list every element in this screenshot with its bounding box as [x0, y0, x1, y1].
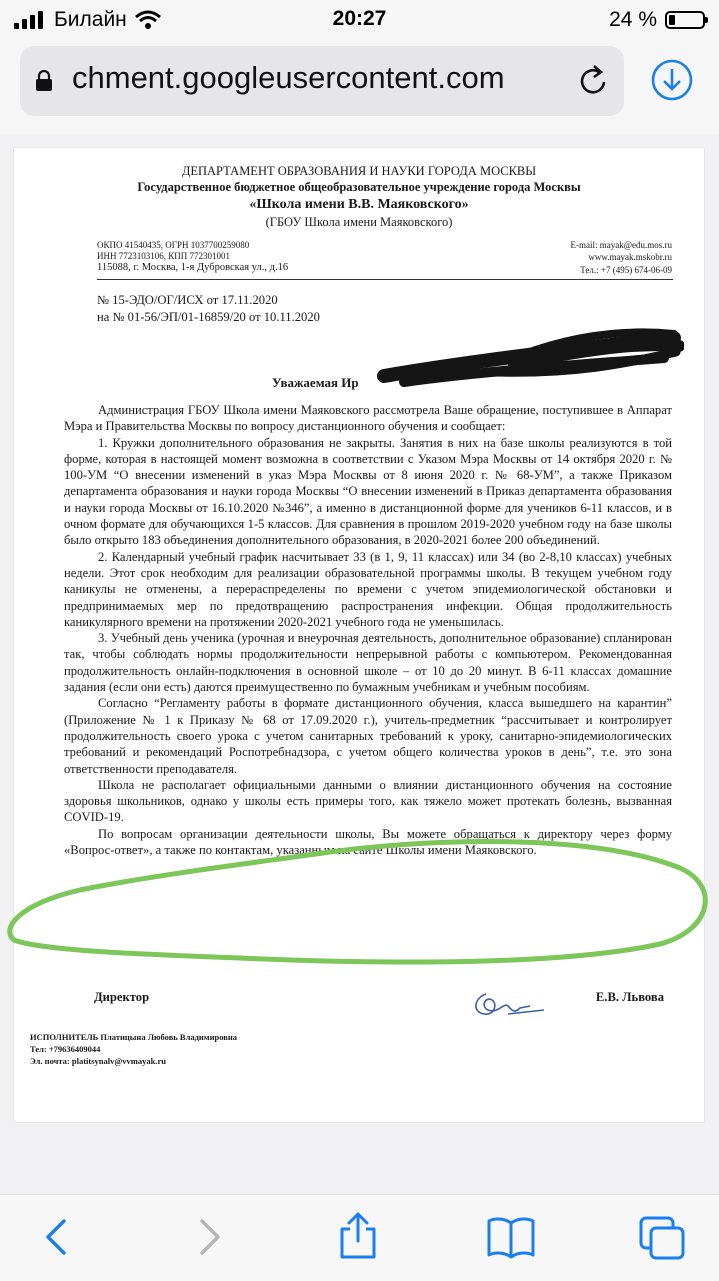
director-label: Директор [94, 990, 150, 1004]
forward-icon[interactable] [192, 1215, 226, 1259]
lock-icon [36, 70, 52, 92]
bookmarks-icon[interactable] [486, 1215, 536, 1259]
executor-email: Эл. почта: platitsynalv@vvmayak.ru [30, 1056, 166, 1066]
carrier-label: Билайн [54, 8, 127, 31]
download-icon[interactable] [650, 58, 694, 102]
status-right [609, 8, 705, 32]
bottom-toolbar [0, 1194, 719, 1281]
battery-icon [665, 11, 705, 29]
letter-body [64, 402, 672, 858]
redaction-scribble [374, 324, 684, 394]
paragraph-5: Школа не располагает официальными данными о влиянии дистанционного обучения на состояние здоровья школьников, однако у школы есть примеры того, как тяжело может протекать болезнь, вызванная COVID-19. [64, 777, 672, 825]
school-site: www.mayak.mskobr.ru [588, 252, 672, 262]
school-address: 115088, г. Москва, 1-я Дубровская ул., д.16 [97, 262, 289, 273]
executor-name: ИСПОЛНИТЕЛЬ Платицына Любовь Владимировна [30, 1032, 237, 1042]
doc-header-school: «Школа имени В.В. Маяковского» [249, 197, 469, 212]
battery-percent: 24 % [609, 8, 657, 31]
school-email: E-mail: mayak@edu.mos.ru [570, 240, 672, 250]
document-page [14, 148, 704, 1122]
back-icon[interactable] [40, 1215, 74, 1259]
doc-header-department: ДЕПАРТАМЕНТ ОБРАЗОВАНИЯ И НАУКИ ГОРОДА МОСКВЫ [181, 164, 537, 178]
school-phone: Тел.: +7 (495) 674-06-09 [580, 265, 672, 275]
header-divider [97, 279, 673, 280]
status-bar [0, 0, 719, 40]
url-text[interactable]: chment.googleusercontent.com [72, 60, 505, 95]
paragraph-6: По вопросам организации деятельности школы, Вы можете обращаться к директору через форму «Вопрос-ответ», а также по контактам, указанным на сайте Школы имени Маяковского. [64, 826, 672, 858]
paragraph-1: 1. Кружки дополнительного образования не закрыты. Занятия в них на базе школы реализуются в той форме, которая в настоящей момент возможна в соответствии с Указом Мэра Москвы от 14 октября 2020 г. № 100-УМ “О внесении изменений в указ Мэра Москвы от 8 июня 2020 г. № 68-УМ”, а также Приказом департамента образования и науки города Москвы “О внесении изменений в Приказ департамента образования и науки города Москвы от 16.10.2020 №346”, а именно в дистанционной форме для учеников 6-11 классов, и в очном формате для обучающихся 1-5 классов. Для сравнения в прошлом 2019-2020 учебном году на базе школы было открыто 183 объединения дополнительного образования, в 2020-2021 более 200 объединений. [64, 435, 672, 548]
doc-header-institution: Государственное бюджетное общеобразовательное учреждение города Москвы [137, 180, 581, 194]
executor-phone: Тел: +79636409044 [30, 1044, 101, 1054]
paragraph-2: 2. Календарный учебный график насчитывает 33 (в 1, 9, 11 классах) или 34 (во 2-8,10 классах) учебных недели. Этот срок необходим для реализации образовательной программы школы. В текущем учебном году каникулы не отменены, а перераспределены по времени с учетом эпидемиологической обстановки и предпринимаемых мер по предотвращению распространения инфекции. Общая продолжительность каникулярного времени на протяжении 2020-2021 учебного года не уменьшилась. [64, 549, 672, 629]
reload-icon[interactable] [578, 64, 610, 98]
incoming-number: на № 01-56/ЭП/01-16859/20 от 10.11.2020 [97, 310, 320, 324]
paragraph-3: 3. Учебный день ученика (урочная и внеурочная деятельность, дополнительное образование) спланирован так, чтобы соблюдать нормы продолжительности непрерывной работы с компьютером. Рекомендованная продолжительность онлайн-подключения в основной школе – от 10 до 20 минут. В 6-11 классах домашние задания (если они есть) даются преимущественно по бумажным учебникам и учебным пособиям. [64, 631, 672, 695]
paragraph-intro: Администрация ГБОУ Школа имени Маяковского рассмотрела Ваше обращение, поступившее в Аппарат Мэра и Правительства Москвы по вопросу дистанционного обучения и сообщает: [64, 403, 672, 434]
clock: 20:27 [332, 7, 387, 30]
doc-header-short: (ГБОУ Школа имени Маяковского) [265, 215, 453, 229]
share-icon[interactable] [336, 1211, 380, 1261]
director-name: Е.В. Львова [595, 990, 664, 1004]
paragraph-4: Согласно “Регламенту работы в формате дистанционного обучения, класса вышедшего на карантин” (Приложение № 1 к Приказу № 68 от 17.09.2020 г.), учитель-предметник “рассчитывает и контролирует продолжительность своего урока с учетом санитарных требований к уроку, санитарно-эпидемиологических требований и рекомендаций Роспотребнадзора, с учетом общего количества уроков в день”, т.е. это зона ответственности преподавателя. [64, 696, 672, 776]
greeting: Уважаемая Ир [272, 375, 359, 390]
signature-image [468, 984, 548, 1026]
address-bar[interactable] [20, 46, 624, 116]
requisites-inn: ИНН 7723103106, КПП 772301001 [97, 251, 231, 261]
tabs-icon[interactable] [638, 1215, 686, 1261]
outgoing-number: № 15-ЭДО/ОГ/ИСХ от 17.11.2020 [97, 293, 278, 307]
requisites-okpo: ОКПО 41540435, ОГРН 1037700259080 [97, 240, 250, 250]
